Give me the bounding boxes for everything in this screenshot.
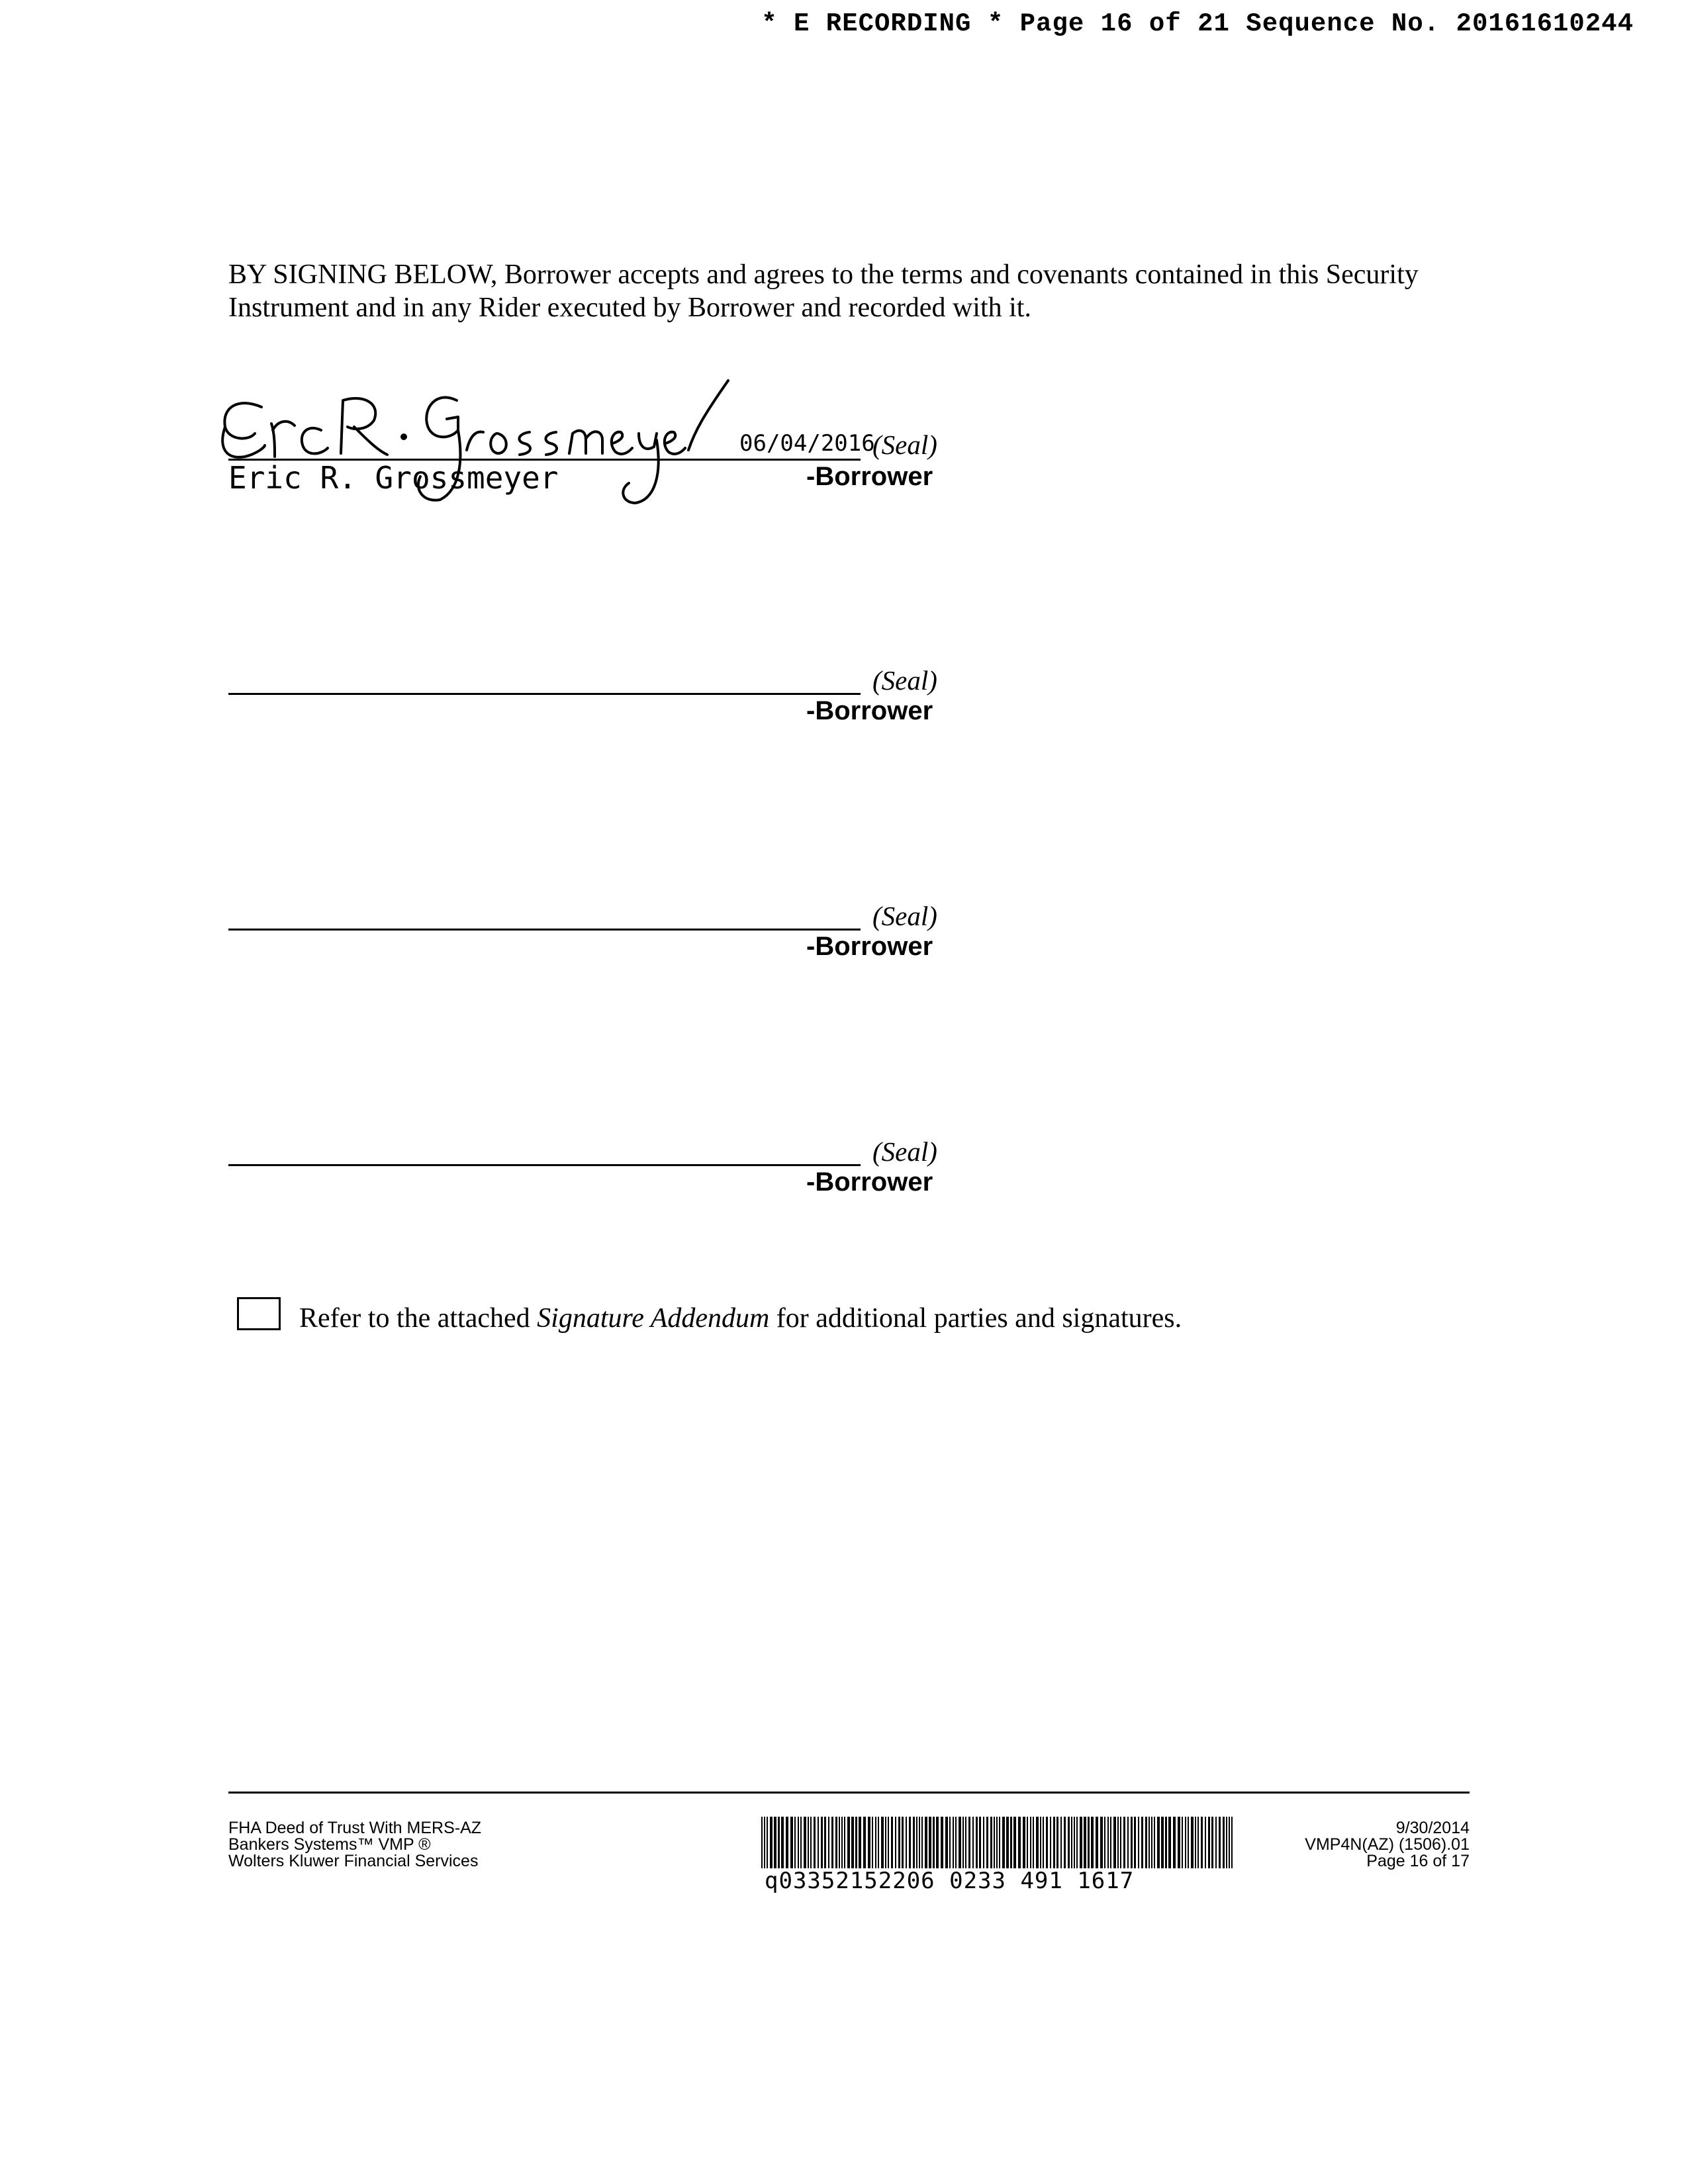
barcode-bar <box>1178 1817 1180 1868</box>
barcode-bar <box>1053 1817 1055 1868</box>
barcode-bar <box>1060 1817 1062 1868</box>
barcode-bar <box>839 1817 840 1868</box>
barcode <box>761 1817 1238 1868</box>
barcode-bar <box>965 1817 966 1868</box>
barcode-bar <box>906 1817 907 1868</box>
footer-form-version <box>1305 1820 1470 1870</box>
barcode-bar <box>909 1817 911 1868</box>
barcode-bar <box>804 1817 806 1868</box>
barcode-bar <box>859 1817 861 1868</box>
barcode-bar <box>1123 1817 1125 1868</box>
barcode-bar <box>1033 1817 1034 1868</box>
barcode-bar <box>885 1817 886 1868</box>
barcode-bar <box>844 1817 845 1868</box>
barcode-bar <box>976 1817 978 1868</box>
addendum-emphasis: Signature Addendum <box>537 1303 770 1334</box>
barcode-bar <box>824 1817 826 1868</box>
barcode-bar <box>814 1817 816 1868</box>
barcode-bar <box>1046 1817 1048 1868</box>
barcode-bar <box>1141 1817 1143 1868</box>
barcode-bar <box>916 1817 917 1868</box>
barcode-bar <box>1088 1817 1090 1868</box>
barcode-bar <box>872 1817 873 1868</box>
barcode-bar <box>1002 1817 1005 1868</box>
signature-line <box>228 929 861 931</box>
barcode-bar <box>1120 1817 1121 1868</box>
form-title: FHA Deed of Trust With MERS-AZ <box>228 1819 482 1837</box>
barcode-bar <box>1188 1817 1189 1868</box>
barcode-bar <box>878 1817 879 1868</box>
footer-form-info <box>228 1820 481 1870</box>
barcode-bar <box>1010 1817 1012 1868</box>
barcode-bar <box>818 1817 819 1868</box>
barcode-bar <box>1173 1817 1176 1868</box>
barcode-bar <box>770 1817 773 1868</box>
barcode-bar <box>1064 1817 1066 1868</box>
barcode-bar <box>1201 1817 1203 1868</box>
barcode-bar <box>1149 1817 1150 1868</box>
barcode-bar <box>1050 1817 1051 1868</box>
barcode-bar <box>1168 1817 1171 1868</box>
barcode-bar <box>778 1817 780 1868</box>
form-vendor: Bankers Systems™ VMP ® <box>228 1835 431 1854</box>
seal-label: (Seal) <box>872 1136 937 1167</box>
barcode-bar <box>1182 1817 1183 1868</box>
barcode-bar <box>881 1817 884 1868</box>
barcode-bar <box>955 1817 957 1868</box>
barcode-bar <box>863 1817 866 1868</box>
borrower-label: -Borrower <box>806 696 933 725</box>
form-date: 9/30/2014 <box>1395 1819 1470 1837</box>
signature-addendum-text <box>299 1302 1182 1334</box>
barcode-bar <box>891 1817 893 1868</box>
borrower-label: -Borrower <box>806 932 933 961</box>
barcode-bar <box>764 1817 765 1868</box>
barcode-bar <box>1226 1817 1227 1868</box>
barcode-bar <box>921 1817 923 1868</box>
barcode-bar <box>949 1817 951 1868</box>
barcode-bar <box>1096 1817 1098 1868</box>
barcode-bar <box>1074 1817 1075 1868</box>
barcode-bar <box>1219 1817 1221 1868</box>
barcode-bar <box>968 1817 970 1868</box>
barcode-bar <box>1151 1817 1152 1868</box>
barcode-bar <box>1205 1817 1206 1868</box>
recording-stamp: * E RECORDING * Page 16 of 21 Sequence No. 20161610244 <box>761 9 1634 38</box>
barcode-bar <box>790 1817 793 1868</box>
barcode-bar <box>767 1817 768 1868</box>
seal-label: (Seal) <box>872 665 937 696</box>
barcode-bar <box>1107 1817 1109 1868</box>
barcode-bar <box>1056 1817 1058 1868</box>
barcode-bar <box>1197 1817 1199 1868</box>
barcode-bar <box>1208 1817 1210 1868</box>
barcode-bar <box>972 1817 974 1868</box>
barcode-bar <box>936 1817 939 1868</box>
barcode-bar <box>1185 1817 1186 1868</box>
barcode-bar <box>913 1817 915 1868</box>
borrower-label: -Borrower <box>806 1167 933 1197</box>
barcode-bar <box>1110 1817 1111 1868</box>
barcode-bar <box>994 1817 995 1868</box>
barcode-bar <box>1006 1817 1009 1868</box>
seal-label: (Seal) <box>872 430 937 460</box>
barcode-bar <box>959 1817 961 1868</box>
handwritten-signature <box>212 367 741 520</box>
barcode-bar <box>786 1817 788 1868</box>
barcode-bar <box>962 1817 964 1868</box>
barcode-bar <box>810 1817 812 1868</box>
barcode-bar <box>774 1817 776 1868</box>
barcode-bar <box>868 1817 870 1868</box>
barcode-bar <box>1211 1817 1213 1868</box>
barcode-bar <box>999 1817 1000 1868</box>
barcode-bar <box>761 1817 763 1868</box>
borrower-typed-name: Eric R. Grossmeyer <box>228 460 559 496</box>
barcode-bar <box>1076 1817 1078 1868</box>
addendum-prefix: Refer to the attached <box>299 1303 538 1334</box>
barcode-bar <box>1040 1817 1041 1868</box>
barcode-bar <box>1157 1817 1160 1868</box>
barcode-bar <box>898 1817 900 1868</box>
barcode-bar <box>1036 1817 1039 1868</box>
barcode-bar <box>983 1817 984 1868</box>
barcode-bar <box>953 1817 954 1868</box>
signature-addendum-checkbox[interactable] <box>237 1297 281 1330</box>
form-publisher: Wolters Kluwer Financial Services <box>228 1852 479 1870</box>
barcode-bar <box>1161 1817 1164 1868</box>
barcode-bar <box>1104 1817 1105 1868</box>
barcode-bar <box>1229 1817 1230 1868</box>
barcode-bar <box>875 1817 876 1868</box>
barcode-bar <box>941 1817 943 1868</box>
barcode-bar <box>1084 1817 1086 1868</box>
barcode-bar <box>1134 1817 1136 1868</box>
barcode-bar <box>794 1817 796 1868</box>
barcode-bar <box>945 1817 948 1868</box>
form-page-number: Page 16 of 17 <box>1366 1852 1470 1870</box>
barcode-bar <box>808 1817 809 1868</box>
borrower-label: -Borrower <box>806 462 933 491</box>
barcode-bar <box>925 1817 927 1868</box>
barcode-bar <box>1145 1817 1147 1868</box>
addendum-suffix: for additional parties and signatures. <box>769 1303 1182 1334</box>
barcode-bar <box>986 1817 988 1868</box>
barcode-bar <box>1068 1817 1070 1868</box>
barcode-bar <box>1100 1817 1103 1868</box>
barcode-bar <box>933 1817 935 1868</box>
barcode-bar <box>831 1817 833 1868</box>
barcode-bar <box>1018 1817 1021 1868</box>
signing-statement: BY SIGNING BELOW, Borrower accepts and agrees to the terms and covenants contained in this Security Instrument and in any Rider executed by Borrower and recorded with it. <box>228 259 1419 323</box>
barcode-bar <box>800 1817 802 1868</box>
barcode-bar <box>902 1817 904 1868</box>
form-code: VMP4N(AZ) (1506).01 <box>1305 1835 1470 1854</box>
barcode-bar <box>1215 1817 1217 1868</box>
barcode-bar <box>1154 1817 1155 1868</box>
barcode-bar <box>1030 1817 1031 1868</box>
barcode-bar <box>835 1817 837 1868</box>
barcode-bar <box>841 1817 843 1868</box>
footer-divider <box>228 1792 1470 1794</box>
barcode-bar <box>979 1817 981 1868</box>
barcode-bar <box>1231 1817 1233 1868</box>
barcode-bar <box>919 1817 920 1868</box>
barcode-bar <box>851 1817 854 1868</box>
barcode-bar <box>1113 1817 1116 1868</box>
barcode-bar <box>781 1817 784 1868</box>
barcode-bar <box>828 1817 829 1868</box>
barcode-bar <box>1191 1817 1194 1868</box>
barcode-bar <box>1195 1817 1196 1868</box>
barcode-bar <box>929 1817 931 1868</box>
barcode-bar <box>996 1817 998 1868</box>
barcode-bar <box>895 1817 896 1868</box>
barcode-bar <box>1165 1817 1167 1868</box>
signature-line <box>228 459 861 461</box>
barcode-bar <box>1138 1817 1139 1868</box>
barcode-bar <box>855 1817 857 1868</box>
barcode-bar <box>1131 1817 1133 1868</box>
barcode-bar <box>1080 1817 1082 1868</box>
barcode-bar <box>821 1817 823 1868</box>
barcode-bar <box>1027 1817 1028 1868</box>
barcode-bar <box>798 1817 799 1868</box>
barcode-bar <box>1043 1817 1044 1868</box>
barcode-bar <box>1223 1817 1225 1868</box>
signature-date: 06/04/2016 <box>739 430 875 457</box>
barcode-bar <box>1071 1817 1072 1868</box>
barcode-bar <box>1127 1817 1129 1868</box>
barcode-bar <box>847 1817 850 1868</box>
barcode-bar <box>1013 1817 1016 1868</box>
signature-line <box>228 693 861 695</box>
seal-label: (Seal) <box>872 901 937 931</box>
barcode-bar <box>990 1817 992 1868</box>
barcode-number: q03352152206 0233 491 1617 <box>765 1868 1135 1894</box>
barcode-bar <box>1023 1817 1025 1868</box>
signature-line <box>228 1164 861 1166</box>
barcode-bar <box>1091 1817 1094 1868</box>
barcode-bar <box>888 1817 889 1868</box>
barcode-bar <box>1117 1817 1119 1868</box>
